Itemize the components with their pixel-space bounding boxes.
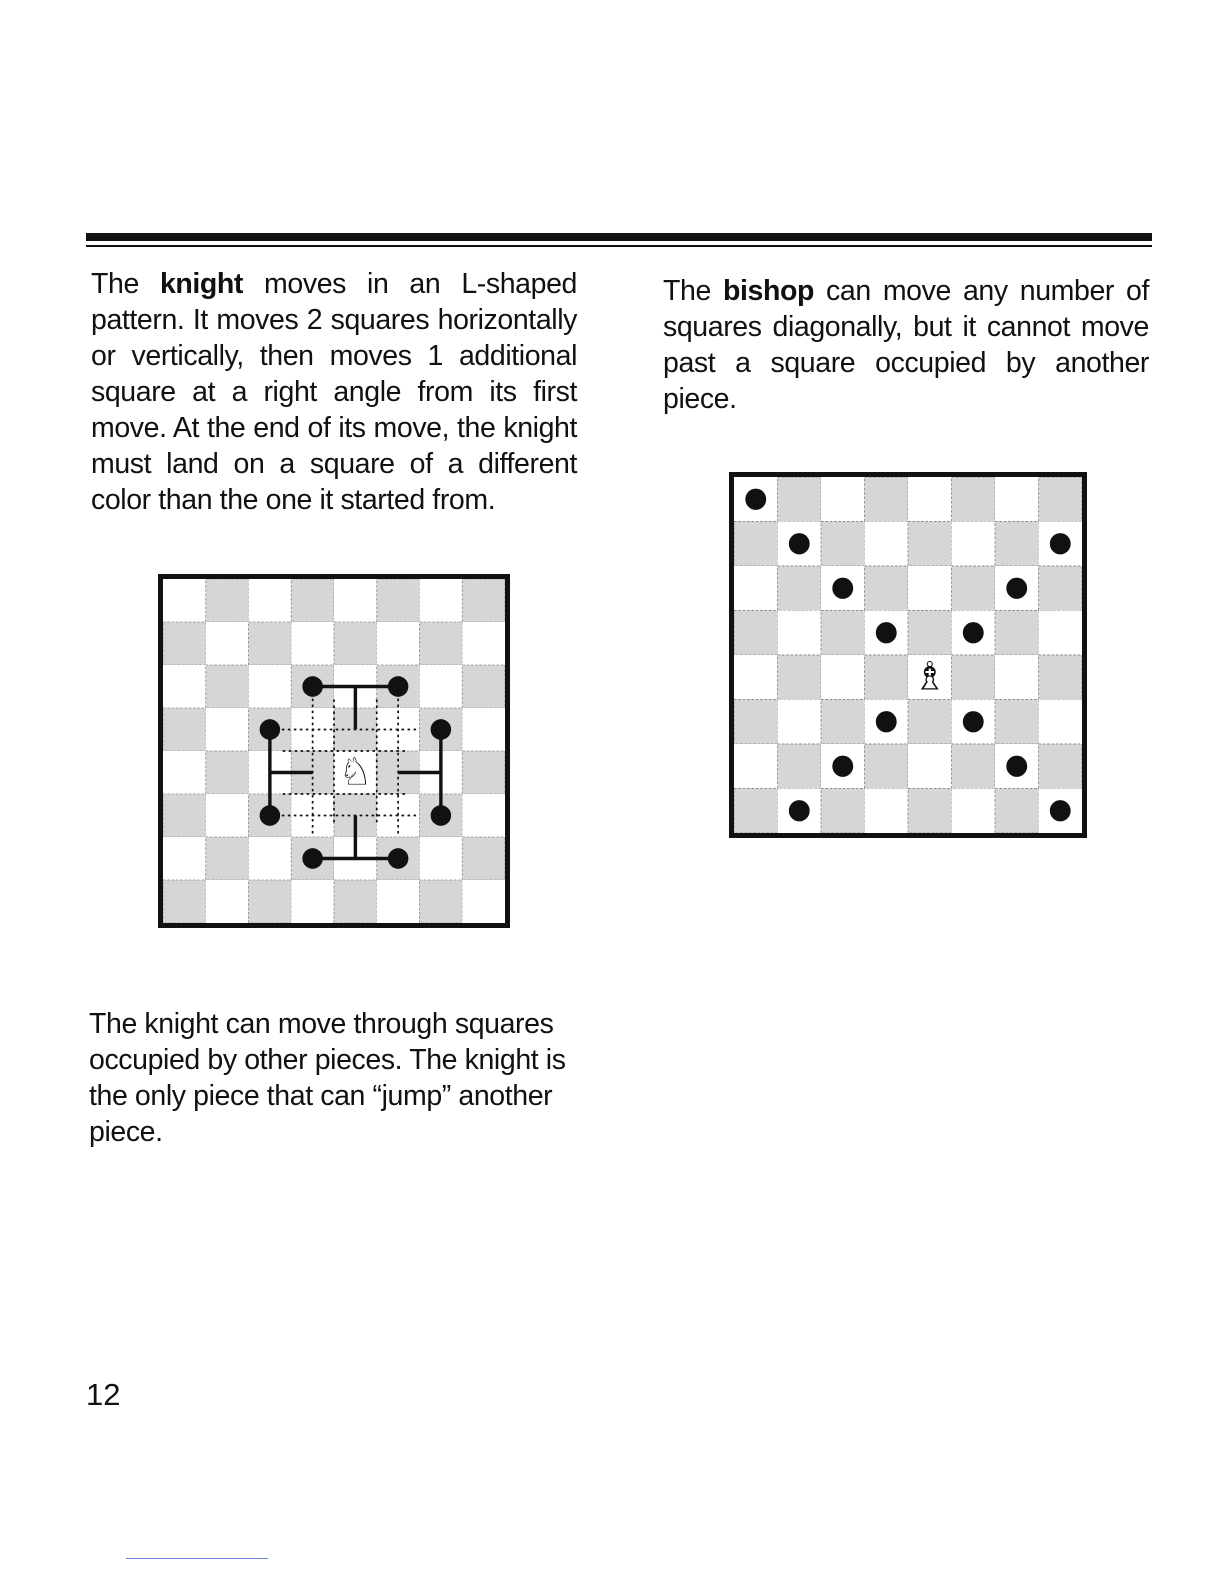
- bishop-target-dot: [963, 711, 984, 732]
- bishop-target-dot: [1050, 533, 1071, 554]
- bishop-board-square: [908, 522, 952, 567]
- bishop-board-square: [952, 477, 996, 522]
- knight-target-dot: [388, 848, 409, 869]
- knight-board-square: [291, 622, 334, 665]
- bishop-piece-icon: ♗: [912, 654, 947, 700]
- bishop-board-square: [778, 744, 822, 789]
- bishop-board-square: [821, 655, 865, 700]
- knight-board-square: [163, 622, 206, 665]
- knight-board-square: [206, 794, 249, 837]
- knight-board-square: [462, 622, 505, 665]
- knight-board-square: [334, 579, 377, 622]
- bishop-board-square: [1039, 744, 1083, 789]
- knight-jump-note: The knight can move through squares occupied by other pieces. The knight is the only piece that can “jump” another piece.: [89, 1008, 566, 1148]
- bishop-board-square: [995, 477, 1039, 522]
- bishop-board-square: [734, 566, 778, 611]
- knight-target-dot: [260, 805, 281, 826]
- knight-board-square: [462, 579, 505, 622]
- knight-target-dot: [260, 719, 281, 740]
- knight-target-dot: [431, 805, 452, 826]
- bishop-board-square: [734, 611, 778, 656]
- bishop-board-square: [865, 477, 909, 522]
- knight-board-square: [206, 579, 249, 622]
- bishop-target-dot: [1006, 756, 1027, 777]
- knight-board-square: [163, 837, 206, 880]
- knight-board-svg: [163, 579, 505, 923]
- bishop-board-square: [1039, 655, 1083, 700]
- bishop-board-square: [908, 789, 952, 834]
- bishop-board-square: [778, 700, 822, 745]
- bishop-board-square: [908, 611, 952, 656]
- bishop-target-dot: [963, 622, 984, 643]
- knight-body: moves in an L-shaped pattern. It moves 2 squares horizontally or vertically, then moves 1 additional square at a right angle from its first move. At the end of its move, the knight must land on a square of a different color than the one it started from.: [91, 268, 577, 516]
- knight-board-square: [163, 751, 206, 794]
- footer-divider: [126, 1558, 268, 1559]
- knight-board-square: [462, 751, 505, 794]
- bishop-term: bishop: [722, 275, 814, 307]
- bishop-board-square: [952, 566, 996, 611]
- bishop-board-square: [778, 611, 822, 656]
- knight-target-dot: [302, 848, 323, 869]
- bishop-board-square: [995, 655, 1039, 700]
- knight-board-square: [163, 665, 206, 708]
- bishop-board-square: [1039, 566, 1083, 611]
- knight-term: knight: [159, 268, 244, 300]
- knight-board-square: [249, 579, 292, 622]
- bishop-board-square: [952, 655, 996, 700]
- bishop-target-dot: [1050, 800, 1071, 821]
- bishop-board-square: [821, 477, 865, 522]
- knight-board-square: [462, 880, 505, 923]
- bishop-target-dot: [789, 533, 810, 554]
- knight-board-square: [163, 579, 206, 622]
- bishop-body: can move any number of squares diagonally, but it cannot move past a square occupied by another piece.: [663, 275, 1149, 415]
- bishop-board-svg: [734, 477, 1082, 833]
- bishop-board-square: [908, 566, 952, 611]
- knight-board-square: [462, 794, 505, 837]
- bishop-board-square: [865, 789, 909, 834]
- knight-board-square: [420, 622, 463, 665]
- bishop-target-dot: [1006, 578, 1027, 599]
- knight-board-square: [163, 794, 206, 837]
- bishop-board-square: [908, 477, 952, 522]
- bishop-board-square: [734, 789, 778, 834]
- bishop-board-square: [995, 522, 1039, 567]
- bishop-board-square: [821, 522, 865, 567]
- bishop-target-dot: [832, 756, 853, 777]
- bishop-target-dot: [789, 800, 810, 821]
- bishop-target-dot: [876, 622, 897, 643]
- knight-board-square: [163, 880, 206, 923]
- knight-lead: The: [91, 268, 160, 300]
- bishop-board-square: [865, 522, 909, 567]
- knight-piece-icon: ♘: [338, 749, 373, 794]
- knight-board-square: [291, 579, 334, 622]
- knight-board-square: [334, 880, 377, 923]
- knight-board-square: [163, 708, 206, 751]
- knight-board-square: [420, 665, 463, 708]
- knight-board-square: [462, 665, 505, 708]
- bishop-board-square: [778, 566, 822, 611]
- knight-board-square: [249, 665, 292, 708]
- bishop-board-square: [778, 655, 822, 700]
- knight-board-square: [206, 880, 249, 923]
- knight-board-square: [291, 880, 334, 923]
- bishop-board-square: [1039, 611, 1083, 656]
- bishop-board-square: [865, 655, 909, 700]
- knight-board-square: [420, 880, 463, 923]
- knight-board-square: [249, 880, 292, 923]
- knight-board-square: [377, 579, 420, 622]
- knight-board-square: [206, 751, 249, 794]
- header-rule-thick: [86, 233, 1152, 241]
- bishop-board-square: [865, 744, 909, 789]
- bishop-board-square: [952, 789, 996, 834]
- bishop-board-square: [995, 700, 1039, 745]
- bishop-target-dot: [876, 711, 897, 732]
- bishop-description: [663, 273, 1149, 417]
- knight-description: [91, 266, 577, 518]
- knight-target-dot: [388, 676, 409, 697]
- bishop-board-square: [734, 522, 778, 567]
- page-number: 12: [86, 1377, 121, 1412]
- bishop-board-square: [908, 700, 952, 745]
- bishop-board-square: [865, 566, 909, 611]
- bishop-board-square: [821, 611, 865, 656]
- bishop-board-square: [995, 611, 1039, 656]
- bishop-board-square: [778, 477, 822, 522]
- bishop-board-square: [734, 700, 778, 745]
- knight-board-square: [334, 622, 377, 665]
- knight-board-square: [249, 622, 292, 665]
- bishop-board-square: [952, 744, 996, 789]
- bishop-board-square: [1039, 477, 1083, 522]
- header-rule-thin: [86, 245, 1152, 247]
- knight-board-square: [462, 837, 505, 880]
- knight-target-dot: [431, 719, 452, 740]
- knight-board-square: [377, 880, 420, 923]
- knight-board-square: [206, 708, 249, 751]
- bishop-board-square: [995, 789, 1039, 834]
- knight-board-square: [420, 837, 463, 880]
- bishop-board-square: [952, 522, 996, 567]
- knight-move-diagram: [158, 574, 510, 928]
- bishop-move-diagram: [729, 472, 1087, 838]
- knight-board-square: [420, 579, 463, 622]
- bishop-board-square: [734, 655, 778, 700]
- knight-board-square: [206, 837, 249, 880]
- knight-board-square: [249, 837, 292, 880]
- knight-board-square: [462, 708, 505, 751]
- bishop-board-square: [908, 744, 952, 789]
- bishop-board-square: [821, 789, 865, 834]
- knight-target-dot: [302, 676, 323, 697]
- bishop-target-dot: [745, 489, 766, 510]
- bishop-board-square: [1039, 700, 1083, 745]
- knight-board-square: [206, 622, 249, 665]
- knight-board-square: [377, 622, 420, 665]
- bishop-target-dot: [832, 578, 853, 599]
- bishop-board-square: [821, 700, 865, 745]
- bishop-board-square: [734, 744, 778, 789]
- knight-board-square: [206, 665, 249, 708]
- bishop-lead: The: [663, 275, 723, 307]
